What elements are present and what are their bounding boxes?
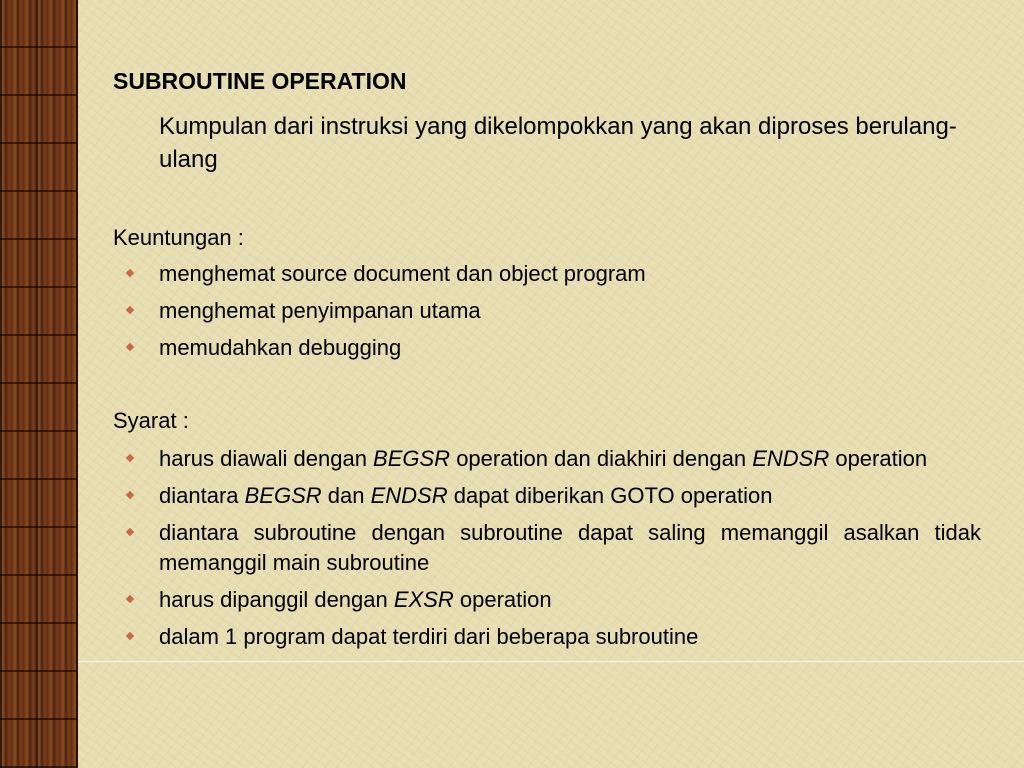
list-item	[124, 333, 981, 363]
list-item-text: harus dipanggil dengan EXSR operation	[159, 587, 552, 612]
wood-border-decoration	[0, 0, 76, 768]
definition-text: Kumpulan dari instruksi yang dikelompokkan yang akan diproses berulang-ulang	[159, 113, 957, 173]
list-item-text: dalam 1 program dapat terdiri dari beberapa subroutine	[159, 624, 699, 649]
list-item-text: memudahkan debugging	[159, 335, 402, 360]
list-item-text: diantara BEGSR dan ENDSR dapat diberikan GOTO operation	[159, 483, 773, 508]
syarat-heading: Syarat :	[113, 408, 189, 433]
list-item-text: harus diawali dengan BEGSR operation dan diakhiri dengan ENDSR operation	[159, 446, 928, 471]
diamond-bullet-icon	[126, 528, 134, 536]
list-item	[124, 444, 981, 474]
keyword-begsr: BEGSR	[244, 483, 322, 508]
diamond-bullet-icon	[126, 491, 134, 499]
diamond-bullet-icon	[126, 632, 134, 640]
list-item-text: menghemat source document dan object program	[159, 261, 646, 286]
syarat-list	[124, 444, 981, 659]
list-item	[124, 259, 981, 289]
list-item	[124, 481, 981, 511]
border-divider	[76, 0, 78, 768]
diamond-bullet-icon	[126, 343, 134, 351]
diamond-bullet-icon	[126, 595, 134, 603]
keyword-endsr: ENDSR	[370, 483, 448, 508]
keyword-begsr: BEGSR	[373, 446, 451, 471]
list-item	[124, 518, 981, 578]
keyword-exsr: EXSR	[393, 587, 454, 612]
list-item	[124, 585, 981, 615]
keyword-endsr: ENDSR	[752, 446, 830, 471]
keuntungan-list	[124, 259, 981, 370]
list-item	[124, 622, 981, 652]
diamond-bullet-icon	[126, 269, 134, 277]
list-item	[124, 296, 981, 326]
horizontal-rule	[78, 661, 1024, 662]
diamond-bullet-icon	[126, 454, 134, 462]
keuntungan-heading: Keuntungan :	[113, 225, 244, 250]
list-item-text: menghemat penyimpanan utama	[159, 298, 481, 323]
list-item-text: diantara subroutine dengan subroutine dapat saling memanggil asalkan tidak memanggil main subroutine	[159, 520, 981, 575]
slide-title: SUBROUTINE OPERATION	[113, 68, 407, 94]
diamond-bullet-icon	[126, 306, 134, 314]
